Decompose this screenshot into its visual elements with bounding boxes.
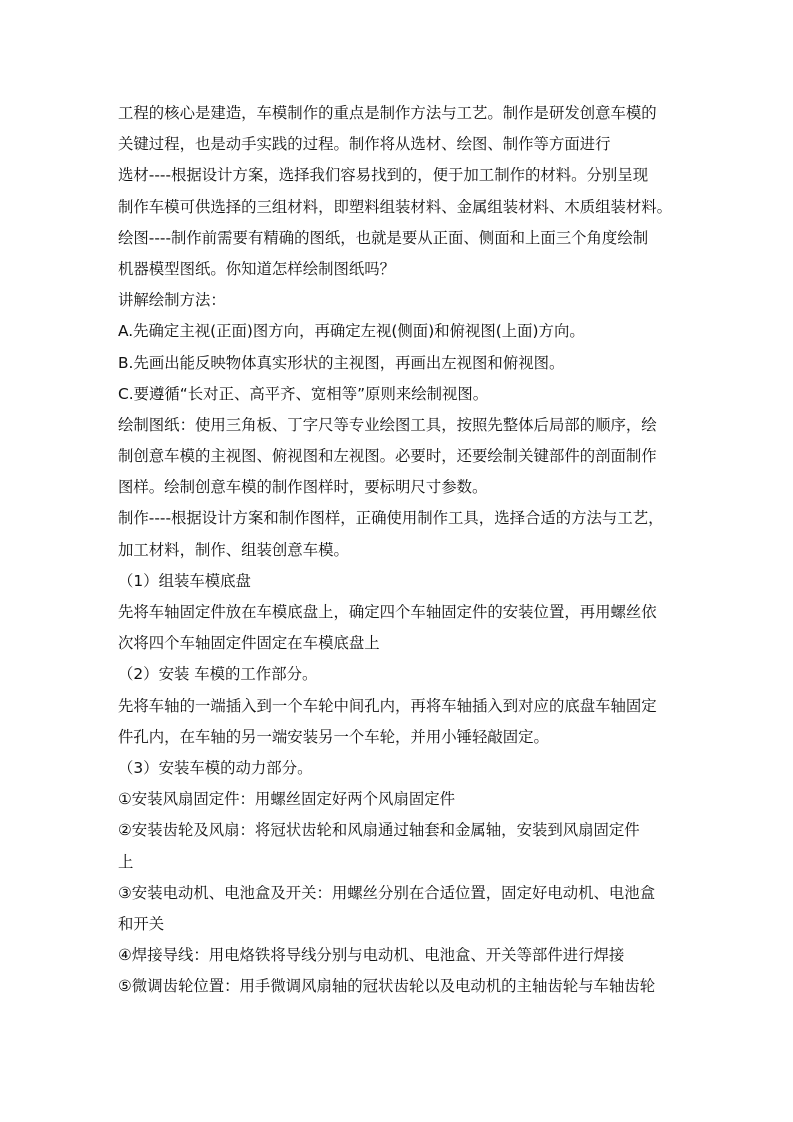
text-line: 先将车轴的一端插入到一个车轮中间孔内，再将车轴插入到对应的底盘车轴固定 xyxy=(118,696,657,715)
text-line: （1）组装车模底盘 xyxy=(118,571,251,590)
text-line: A.先确定主视(正面)图方向，再确定左视(侧面)和俯视图(上面)方向。 xyxy=(118,322,585,341)
document-body xyxy=(118,98,678,1002)
text-line: 讲解绘制方法： xyxy=(118,291,226,310)
text-line: 件孔内，在车轴的另一端安装另一个车轮，并用小锤轻敲固定。 xyxy=(118,727,549,746)
text-line: ③安装电动机、电池盒及开关：用螺丝分别在合适位置，固定好电动机、电池盒 xyxy=(118,883,656,902)
text-line: 先将车轴固定件放在车模底盘上，确定四个车轴固定件的安装位置，再用螺丝依 xyxy=(118,603,657,621)
text-line: ①安装风扇固定件：用螺丝固定好两个风扇固定件 xyxy=(118,790,456,809)
text-line: （2）安装 车模的工作部分。 xyxy=(118,665,318,684)
text-line: 制作----根据设计方案和制作图样，正确使用制作工具，选择合适的方法与工艺， xyxy=(118,509,664,528)
text-line: 制创意车模的主视图、俯视图和左视图。必要时，还要绘制关键部件的剖面制作 xyxy=(118,447,657,466)
text-line: 机器模型图纸。你知道怎样绘制图纸吗？ xyxy=(118,259,396,278)
text-line: 绘制图纸：使用三角板、丁字尺等专业绘图工具，按照先整体后局部的顺序，绘 xyxy=(118,415,657,434)
text-line: 次将四个车轴固定件固定在车模底盘上 xyxy=(118,634,380,653)
text-line: ⑤微调齿轮位置：用手微调风扇轴的冠状齿轮以及电动机的主轴齿轮与车轴齿轮 xyxy=(118,977,656,996)
text-line: （3）安装车模的动力部分。 xyxy=(118,758,313,777)
text-line: B.先画出能反映物体真实形状的主视图，再画出左视图和俯视图。 xyxy=(118,353,565,372)
text-line: C.要遵循“长对正、高平齐、宽相等”原则来绘制视图。 xyxy=(118,384,489,403)
text-line: 图样。绘制创意车模的制作图样时，要标明尺寸参数。 xyxy=(118,478,488,497)
text-line: 上 xyxy=(118,852,134,871)
text-line: 关键过程，也是动手实践的过程。制作将从选材、绘图、制作等方面进行 xyxy=(118,135,611,154)
text-line: 加工材料，制作、组装创意车模。 xyxy=(118,540,349,559)
text-line: ④焊接导线：用电烙铁将导线分别与电动机、电池盒、开关等部件进行焊接 xyxy=(118,946,625,965)
text-line: 选材----根据设计方案，选择我们容易找到的，便于加工制作的材料。分别呈现 xyxy=(118,166,649,185)
text-line: 绘图----制作前需要有精确的图纸，也就是要从正面、侧面和上面三个角度绘制 xyxy=(118,228,649,247)
text-line: 和开关 xyxy=(118,914,165,933)
text-line: ②安装齿轮及风扇：将冠状齿轮和风扇通过轴套和金属轴，安装到风扇固定件 xyxy=(118,821,640,840)
text-line: 制作车模可供选择的三组材料，即塑料组装材料、金属组装材料、木质组装材料。 xyxy=(118,197,673,216)
text-line: 工程的核心是建造，车模制作的重点是制作方法与工艺。制作是研发创意车模的 xyxy=(118,104,657,122)
